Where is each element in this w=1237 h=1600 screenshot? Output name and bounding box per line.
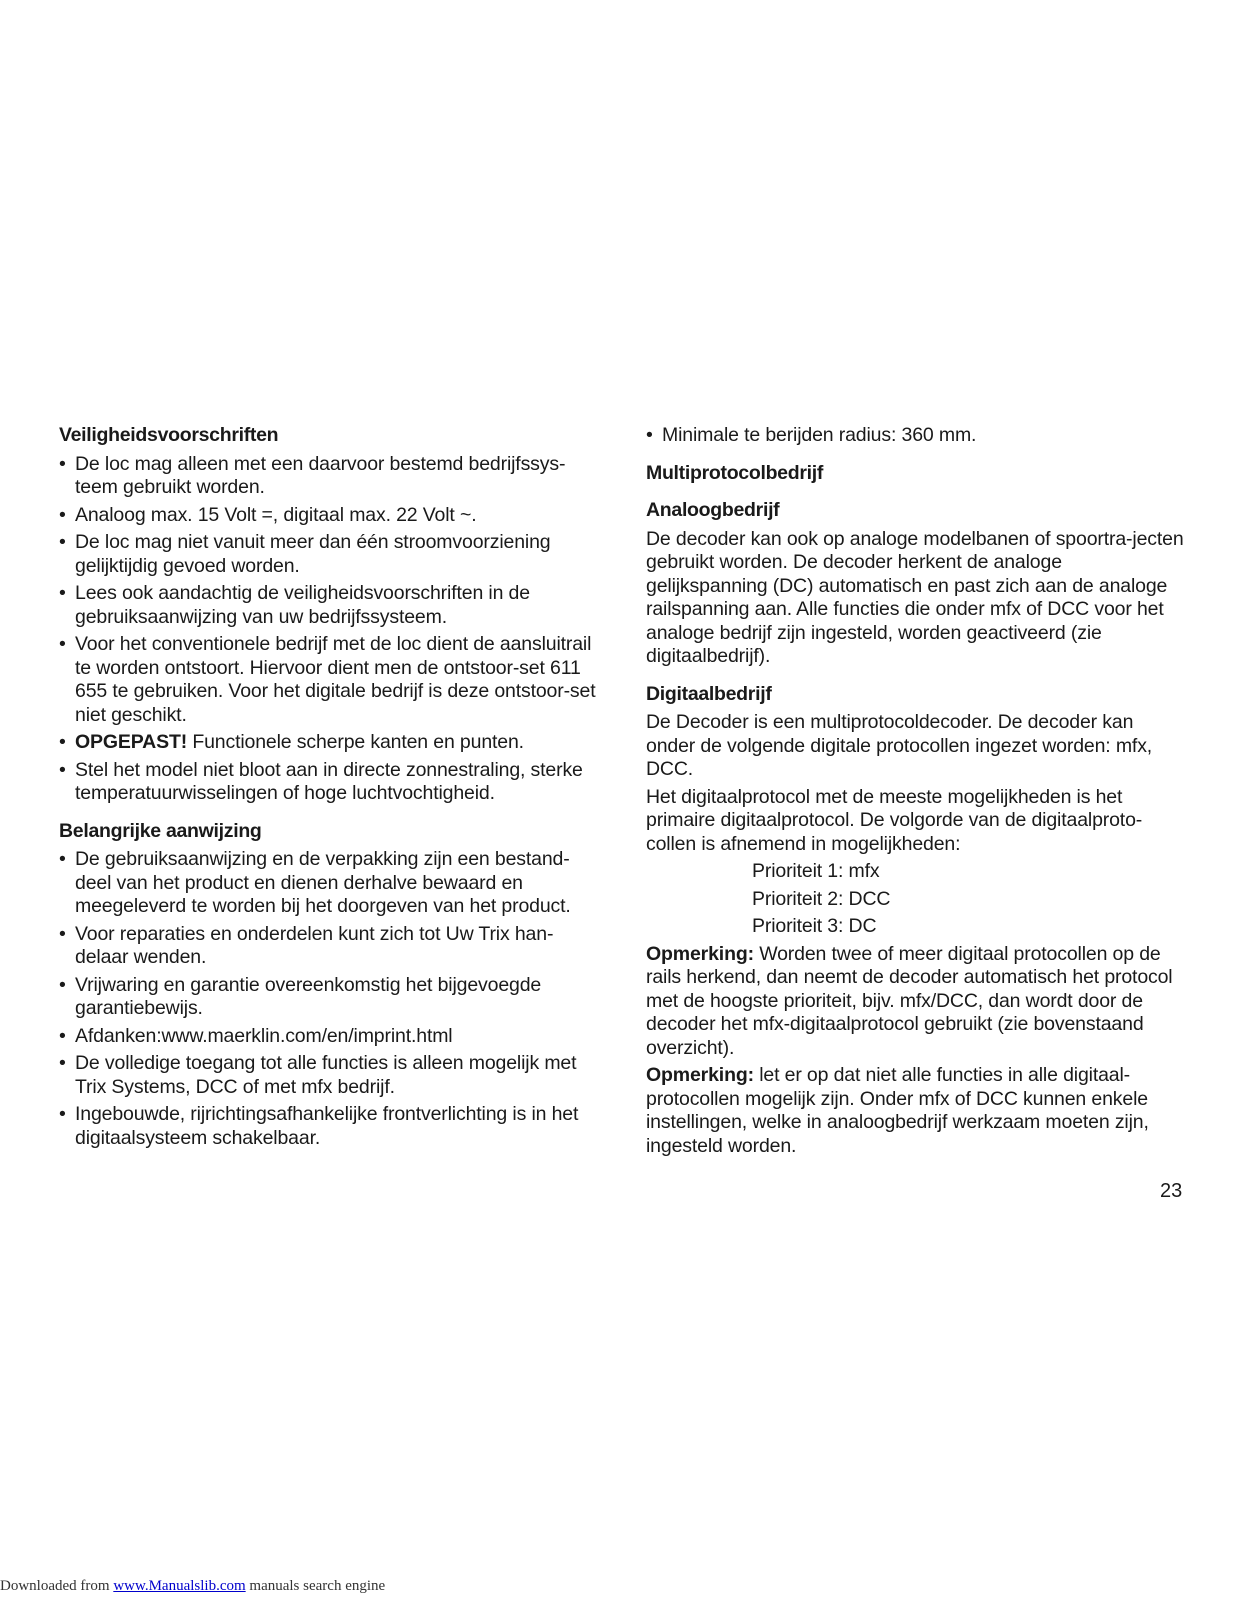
note-1 — [646, 943, 1186, 1061]
footer-prefix: Downloaded from — [0, 1578, 114, 1594]
footer — [0, 1578, 385, 1595]
priority-1: Prioriteit 1: mfx — [752, 860, 880, 882]
list-item: • Lees ook aandachtig de veiligheidsvoorschriften in de gebruiksaanwijzing van uw bedrijfssysteem. — [59, 582, 599, 629]
list-item: • Vrijwaring en garantie overeenkomstig het bijgevoegde garantiebewijs. — [59, 974, 599, 1021]
notice-list — [59, 848, 599, 1150]
note-2-label: Opmerking: — [646, 1064, 754, 1086]
list-item: • Minimale te berijden radius: 360 mm. — [646, 424, 1186, 448]
left-column — [59, 424, 599, 1154]
radius-list — [646, 424, 1186, 448]
digital-heading: Digitaalbedrijf — [646, 682, 772, 705]
list-item: • De loc mag niet vanuit meer dan één stroomvoorziening gelijktijdig gevoed worden. — [59, 531, 599, 578]
priority-3: Prioriteit 3: DC — [752, 915, 877, 937]
note-1-label: Opmerking: — [646, 942, 754, 965]
digital-paragraph-2: Het digitaalprotocol met de meeste mogelijkheden is het primaire digitaalprotocol. De volgorde van de digitaalproto-collen is afnemend in mogelijkheden: — [646, 785, 1143, 855]
list-item: • Voor het conventionele bedrijf met de loc dient de aansluitrail te worden ontstoort. Hiervoor dient men de ontstoor-set 611 655 te gebruiken. Voor het digitale bedrijf is deze ontstoor-set niet geschikt. — [59, 633, 599, 727]
list-item: • Analoog max. 15 Volt =, digitaal max. 22 Volt ~. — [59, 504, 599, 528]
list-item: • Voor reparaties en onderdelen kunt zich tot Uw Trix han-delaar wenden. — [59, 923, 599, 970]
list-item: • Ingebouwde, rijrichtingsafhankelijke frontverlichting is in het digitaalsysteem schakelbaar. — [59, 1103, 599, 1150]
list-item: • Afdanken:www.maerklin.com/en/imprint.html — [59, 1025, 599, 1049]
note-2-text: let er op dat niet alle functies in alle digitaal-protocollen mogelijk zijn. Onder mfx of DCC kunnen enkele instellingen, welke in analoogbedrijf werkzaam moeten zijn, ingesteld worden. — [646, 1064, 1149, 1157]
list-item: • De gebruiksaanwijzing en de verpakking zijn een bestand-deel van het product en dienen derhalve bewaard en meegeleverd te worden bij het doorgeven van het product. — [59, 848, 599, 919]
notice-heading: Belangrijke aanwijzing — [59, 819, 262, 842]
analog-paragraph: De decoder kan ook op analoge modelbanen of spoortra-jecten gebruikt worden. De decoder herkent de analoge gelijkspanning (DC) automatisch en past zich aan de analoge railspanning aan. Alle functies die onder mfx of DCC voor het analoge bedrijf zijn ingesteld, worden geactiveerd (zie digitaalbedrijf). — [646, 527, 1184, 667]
footer-link[interactable]: www.Manualslib.com — [113, 1578, 246, 1594]
right-column — [646, 424, 1186, 1162]
priority-2: Prioriteit 2: DCC — [752, 887, 891, 910]
list-item: • Stel het model niet bloot aan in directe zonnestraling, sterke temperatuurwisselingen of hoge luchtvochtigheid. — [59, 759, 599, 806]
digital-paragraph-1: De Decoder is een multiprotocoldecoder. De decoder kan onder de volgende digitale protocollen ingezet worden: mfx, DCC. — [646, 711, 1153, 780]
safety-heading: Veiligheidsvoorschriften — [59, 424, 279, 446]
warning-item — [59, 731, 599, 755]
safety-list — [59, 453, 599, 806]
multiprotocol-heading: Multiprotocolbedrijf — [646, 461, 824, 484]
warning-text: Functionele scherpe kanten en punten. — [187, 731, 524, 753]
list-item: • De loc mag alleen met een daarvoor bestemd bedrijfssys-teem gebruikt worden. — [59, 453, 599, 500]
note-2 — [646, 1064, 1186, 1158]
page-number: 23 — [1160, 1180, 1183, 1202]
warning-label: OPGEPAST! — [75, 731, 188, 753]
analog-heading: Analoogbedrijf — [646, 499, 780, 521]
footer-suffix: manuals search engine — [245, 1578, 386, 1594]
list-item: • De volledige toegang tot alle functies is alleen mogelijk met Trix Systems, DCC of met mfx bedrijf. — [59, 1052, 599, 1099]
note-1-text: Worden twee of meer digitaal protocollen op de rails herkend, dan neemt de decoder automatisch het protocol met de hoogste prioriteit, bijv. mfx/DCC, dan wordt door de decoder het mfx-digitaalprotocol gebruikt (zie bovenstaand overzicht). — [646, 942, 1173, 1059]
